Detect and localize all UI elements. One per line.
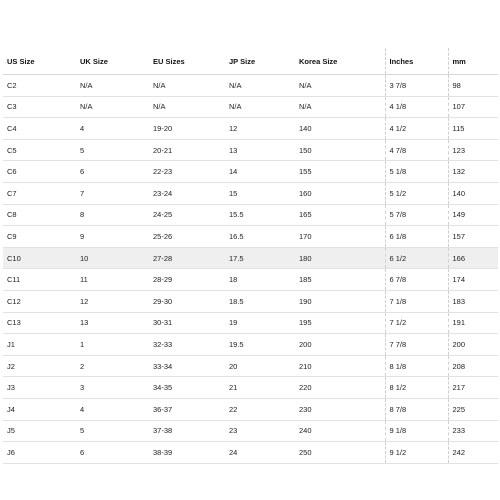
table-row bbox=[3, 161, 498, 183]
cell-us-size: C11 bbox=[3, 269, 76, 291]
table-row bbox=[3, 355, 498, 377]
table-row bbox=[3, 420, 498, 442]
cell-korea-size: 190 bbox=[295, 290, 385, 312]
cell-us-size: C12 bbox=[3, 290, 76, 312]
cell-inches: 6 7/8 bbox=[385, 269, 448, 291]
size-table bbox=[3, 48, 498, 464]
cell-inches: 4 7/8 bbox=[385, 139, 448, 161]
header-mm: mm bbox=[448, 48, 498, 75]
cell-eu-size: 37-38 bbox=[149, 420, 225, 442]
cell-uk-size: 6 bbox=[76, 442, 149, 464]
cell-us-size: J2 bbox=[3, 355, 76, 377]
cell-us-size: C7 bbox=[3, 182, 76, 204]
cell-jp-size: N/A bbox=[225, 75, 295, 97]
cell-korea-size: 210 bbox=[295, 355, 385, 377]
cell-korea-size: 240 bbox=[295, 420, 385, 442]
cell-jp-size: 22 bbox=[225, 398, 295, 420]
cell-eu-size: 32-33 bbox=[149, 334, 225, 356]
cell-us-size: C2 bbox=[3, 75, 76, 97]
cell-jp-size: N/A bbox=[225, 96, 295, 118]
cell-uk-size: 7 bbox=[76, 182, 149, 204]
cell-jp-size: 18 bbox=[225, 269, 295, 291]
cell-uk-size: 4 bbox=[76, 118, 149, 140]
cell-mm: 225 bbox=[448, 398, 498, 420]
cell-jp-size: 19.5 bbox=[225, 334, 295, 356]
cell-uk-size: 2 bbox=[76, 355, 149, 377]
cell-us-size: C9 bbox=[3, 226, 76, 248]
cell-us-size: C10 bbox=[3, 247, 76, 269]
table-row bbox=[3, 139, 498, 161]
cell-mm: 217 bbox=[448, 377, 498, 399]
cell-eu-size: 29-30 bbox=[149, 290, 225, 312]
cell-inches: 5 7/8 bbox=[385, 204, 448, 226]
cell-jp-size: 16.5 bbox=[225, 226, 295, 248]
cell-eu-size: 36-37 bbox=[149, 398, 225, 420]
table-row bbox=[3, 442, 498, 464]
cell-us-size: J3 bbox=[3, 377, 76, 399]
table-body bbox=[3, 75, 498, 464]
cell-uk-size: N/A bbox=[76, 75, 149, 97]
cell-eu-size: 24-25 bbox=[149, 204, 225, 226]
table-row bbox=[3, 269, 498, 291]
cell-mm: 191 bbox=[448, 312, 498, 334]
cell-jp-size: 18.5 bbox=[225, 290, 295, 312]
cell-inches: 4 1/2 bbox=[385, 118, 448, 140]
table-row bbox=[3, 334, 498, 356]
cell-korea-size: 170 bbox=[295, 226, 385, 248]
cell-jp-size: 24 bbox=[225, 442, 295, 464]
cell-eu-size: 25-26 bbox=[149, 226, 225, 248]
cell-jp-size: 17.5 bbox=[225, 247, 295, 269]
cell-korea-size: 185 bbox=[295, 269, 385, 291]
cell-korea-size: 180 bbox=[295, 247, 385, 269]
cell-eu-size: 19-20 bbox=[149, 118, 225, 140]
cell-eu-size: 30-31 bbox=[149, 312, 225, 334]
cell-uk-size: 10 bbox=[76, 247, 149, 269]
cell-uk-size: 1 bbox=[76, 334, 149, 356]
cell-uk-size: 6 bbox=[76, 161, 149, 183]
cell-us-size: C4 bbox=[3, 118, 76, 140]
cell-korea-size: 220 bbox=[295, 377, 385, 399]
table-row bbox=[3, 75, 498, 97]
cell-jp-size: 15.5 bbox=[225, 204, 295, 226]
cell-mm: 140 bbox=[448, 182, 498, 204]
cell-jp-size: 14 bbox=[225, 161, 295, 183]
cell-korea-size: 250 bbox=[295, 442, 385, 464]
table-row bbox=[3, 398, 498, 420]
header-us-size: US Size bbox=[3, 48, 76, 75]
cell-mm: 242 bbox=[448, 442, 498, 464]
header-inches: Inches bbox=[385, 48, 448, 75]
cell-uk-size: 3 bbox=[76, 377, 149, 399]
cell-us-size: C6 bbox=[3, 161, 76, 183]
cell-inches: 9 1/8 bbox=[385, 420, 448, 442]
cell-eu-size: N/A bbox=[149, 75, 225, 97]
cell-mm: 183 bbox=[448, 290, 498, 312]
cell-jp-size: 13 bbox=[225, 139, 295, 161]
cell-inches: 4 1/8 bbox=[385, 96, 448, 118]
cell-inches: 6 1/2 bbox=[385, 247, 448, 269]
cell-korea-size: 200 bbox=[295, 334, 385, 356]
cell-mm: 149 bbox=[448, 204, 498, 226]
cell-inches: 8 7/8 bbox=[385, 398, 448, 420]
cell-uk-size: 11 bbox=[76, 269, 149, 291]
cell-mm: 107 bbox=[448, 96, 498, 118]
cell-jp-size: 23 bbox=[225, 420, 295, 442]
cell-jp-size: 21 bbox=[225, 377, 295, 399]
cell-korea-size: 165 bbox=[295, 204, 385, 226]
cell-eu-size: 34-35 bbox=[149, 377, 225, 399]
cell-eu-size: 33-34 bbox=[149, 355, 225, 377]
cell-korea-size: N/A bbox=[295, 75, 385, 97]
cell-eu-size: 22-23 bbox=[149, 161, 225, 183]
cell-uk-size: 9 bbox=[76, 226, 149, 248]
cell-us-size: J1 bbox=[3, 334, 76, 356]
table-row bbox=[3, 290, 498, 312]
cell-inches: 8 1/8 bbox=[385, 355, 448, 377]
cell-mm: 174 bbox=[448, 269, 498, 291]
cell-inches: 7 7/8 bbox=[385, 334, 448, 356]
cell-us-size: C13 bbox=[3, 312, 76, 334]
table-row bbox=[3, 247, 498, 269]
cell-eu-size: 38-39 bbox=[149, 442, 225, 464]
cell-us-size: C8 bbox=[3, 204, 76, 226]
cell-inches: 7 1/8 bbox=[385, 290, 448, 312]
cell-korea-size: 195 bbox=[295, 312, 385, 334]
cell-us-size: J5 bbox=[3, 420, 76, 442]
cell-inches: 7 1/2 bbox=[385, 312, 448, 334]
cell-us-size: J4 bbox=[3, 398, 76, 420]
cell-mm: 166 bbox=[448, 247, 498, 269]
cell-mm: 98 bbox=[448, 75, 498, 97]
cell-mm: 233 bbox=[448, 420, 498, 442]
cell-eu-size: 28-29 bbox=[149, 269, 225, 291]
cell-uk-size: N/A bbox=[76, 96, 149, 118]
size-chart bbox=[0, 48, 500, 464]
cell-uk-size: 4 bbox=[76, 398, 149, 420]
cell-inches: 5 1/8 bbox=[385, 161, 448, 183]
cell-mm: 132 bbox=[448, 161, 498, 183]
cell-inches: 8 1/2 bbox=[385, 377, 448, 399]
cell-inches: 6 1/8 bbox=[385, 226, 448, 248]
header-jp-size: JP Size bbox=[225, 48, 295, 75]
table-row bbox=[3, 312, 498, 334]
cell-us-size: C3 bbox=[3, 96, 76, 118]
cell-korea-size: 155 bbox=[295, 161, 385, 183]
table-row bbox=[3, 182, 498, 204]
cell-korea-size: 230 bbox=[295, 398, 385, 420]
cell-jp-size: 19 bbox=[225, 312, 295, 334]
cell-mm: 200 bbox=[448, 334, 498, 356]
cell-korea-size: N/A bbox=[295, 96, 385, 118]
cell-uk-size: 5 bbox=[76, 420, 149, 442]
cell-eu-size: 20-21 bbox=[149, 139, 225, 161]
cell-inches: 9 1/2 bbox=[385, 442, 448, 464]
table-row bbox=[3, 377, 498, 399]
cell-uk-size: 5 bbox=[76, 139, 149, 161]
cell-jp-size: 12 bbox=[225, 118, 295, 140]
cell-inches: 3 7/8 bbox=[385, 75, 448, 97]
table-row bbox=[3, 204, 498, 226]
table-row bbox=[3, 118, 498, 140]
cell-eu-size: 27-28 bbox=[149, 247, 225, 269]
cell-us-size: J6 bbox=[3, 442, 76, 464]
cell-korea-size: 160 bbox=[295, 182, 385, 204]
cell-jp-size: 20 bbox=[225, 355, 295, 377]
cell-eu-size: N/A bbox=[149, 96, 225, 118]
cell-inches: 5 1/2 bbox=[385, 182, 448, 204]
cell-mm: 123 bbox=[448, 139, 498, 161]
header-row bbox=[3, 48, 498, 75]
cell-mm: 157 bbox=[448, 226, 498, 248]
header-korea-size: Korea Size bbox=[295, 48, 385, 75]
header-uk-size: UK Size bbox=[76, 48, 149, 75]
cell-eu-size: 23-24 bbox=[149, 182, 225, 204]
cell-uk-size: 13 bbox=[76, 312, 149, 334]
table-row bbox=[3, 96, 498, 118]
header-eu-sizes: EU Sizes bbox=[149, 48, 225, 75]
cell-korea-size: 140 bbox=[295, 118, 385, 140]
table-row bbox=[3, 226, 498, 248]
cell-uk-size: 12 bbox=[76, 290, 149, 312]
cell-uk-size: 8 bbox=[76, 204, 149, 226]
cell-korea-size: 150 bbox=[295, 139, 385, 161]
cell-jp-size: 15 bbox=[225, 182, 295, 204]
cell-mm: 208 bbox=[448, 355, 498, 377]
cell-us-size: C5 bbox=[3, 139, 76, 161]
cell-mm: 115 bbox=[448, 118, 498, 140]
